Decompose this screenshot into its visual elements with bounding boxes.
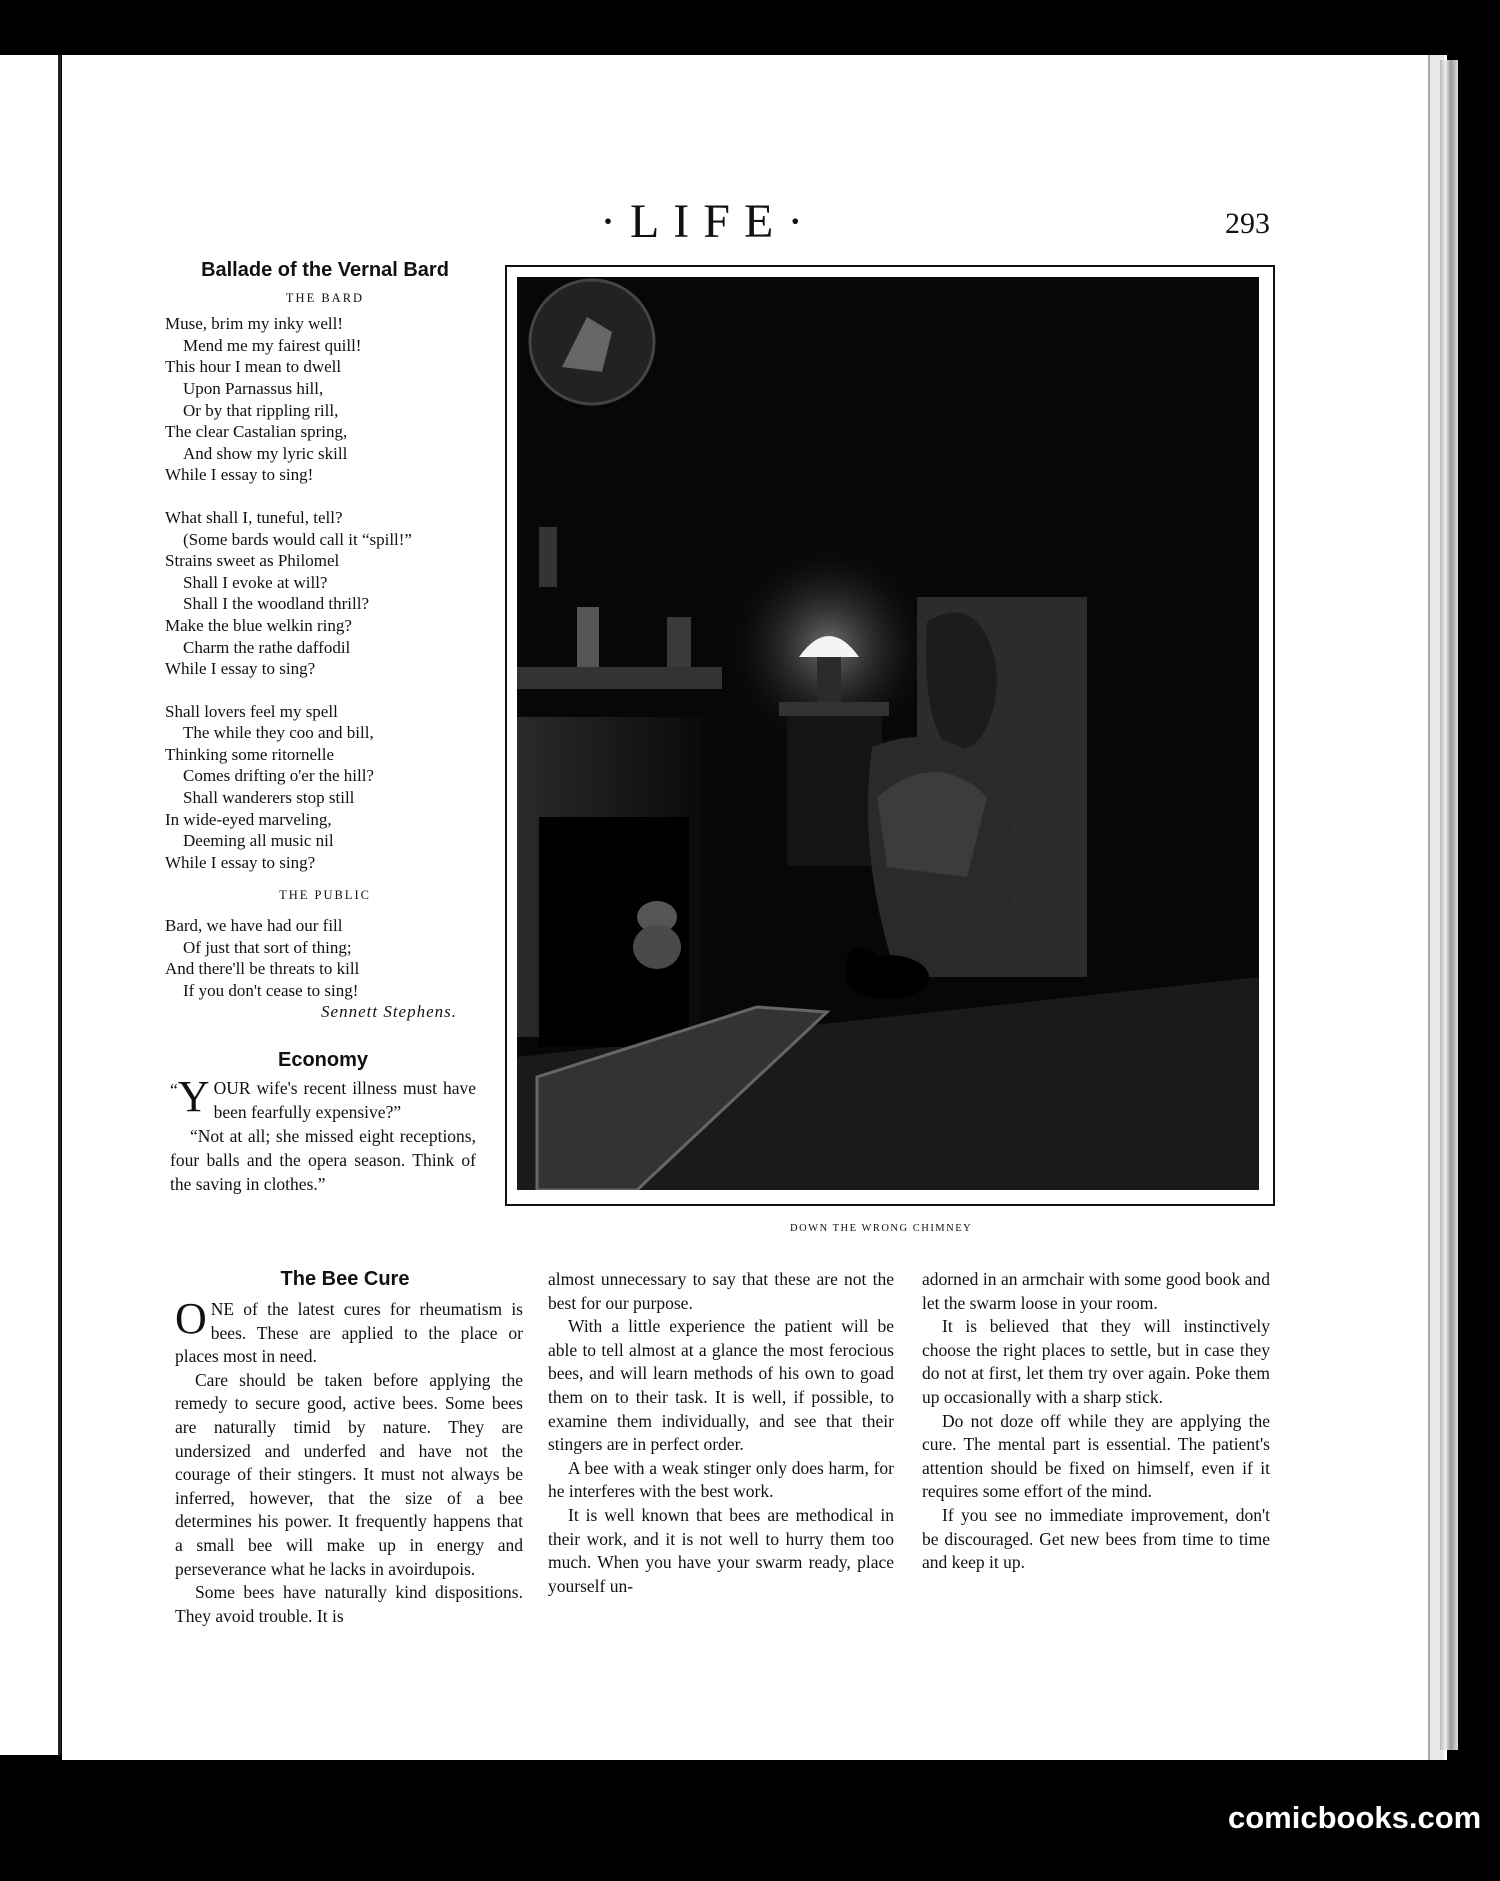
illustration-caption: DOWN THE WRONG CHIMNEY xyxy=(790,1223,973,1234)
poem-line: In wide-eyed marveling, xyxy=(165,809,332,829)
bee-cure-column-1 xyxy=(175,1294,523,1628)
poem-line: Or by that rippling rill, xyxy=(183,400,339,420)
bee-cure-paragraph: Some bees have naturally kind dispositions. They avoid trouble. It is xyxy=(175,1582,523,1626)
poem-signature: Sennett Stephens. xyxy=(321,1002,457,1022)
poem-line: Bard, we have had our fill xyxy=(165,916,343,936)
economy-paragraph-2: “Not at all; she missed eight receptions, four balls and the opera season. Think of the saving in clothes.” xyxy=(170,1126,476,1194)
economy-paragraph-1 xyxy=(170,1072,476,1124)
economy-article xyxy=(170,1048,476,1196)
economy-p1-text: OUR wife's recent illness must have been fearfully expensive?” xyxy=(213,1078,476,1122)
poem-line: The clear Castalian spring, xyxy=(165,422,348,442)
bee-cure-paragraph: If you see no immediate improvement, don't be discouraged. Get new bees from time to time and keep it up. xyxy=(922,1504,1270,1573)
bee-cure-paragraph: Care should be taken before applying the remedy to secure good, active bees. Some bees are naturally timid by nature. They are undersized and underfed and have not the courage of their stingers. It must not always be inferred, however, that the size of a bee determines his power. It frequently happens that a small bee will make up in energy and perseverance what he lacks in avoirdupois. xyxy=(175,1369,523,1579)
poem-line: What shall I, tuneful, tell? xyxy=(165,507,343,527)
bee-cure-paragraph xyxy=(175,1294,523,1369)
bee-cure-title: The Bee Cure xyxy=(280,1268,410,1290)
bee-cure-text: NE of the latest cures for rheumatism is bees. These are applied to the place or places most in need. xyxy=(175,1299,523,1367)
poem-line: Deeming all music nil xyxy=(183,831,334,851)
bee-cure-paragraph: It is believed that they will instinctively choose the right places to settle, but in case they do not at first, let them try over again. Poke them up occasionally with a sharp stick. xyxy=(922,1316,1270,1407)
poem-line: Shall I evoke at will? xyxy=(183,572,328,592)
poem-line: (Some bards would call it “spill!” xyxy=(183,529,412,549)
poem-line: The while they coo and bill, xyxy=(183,723,374,743)
illustration-drawing xyxy=(517,277,1259,1190)
poem-line: Shall wanderers stop still xyxy=(183,788,355,808)
poem-line: While I essay to sing? xyxy=(165,852,316,872)
poem-line: If you don't cease to sing! xyxy=(183,980,359,1000)
poem-line: While I essay to sing? xyxy=(165,659,316,679)
speaker-the-public: THE PUBLIC xyxy=(279,888,371,903)
poem-line: Thinking some ritornelle xyxy=(165,744,335,764)
poem-line: This hour I mean to dwell xyxy=(165,357,342,377)
stanza-4 xyxy=(165,915,485,1001)
illustration-frame xyxy=(505,265,1275,1206)
bee-cure-paragraph: Do not doze off while they are applying the cure. The mental part is essential. The patient's attention should be fixed on himself, even if it requires some effort of the mind. xyxy=(922,1410,1270,1502)
poem-line: Muse, brim my inky well! xyxy=(165,314,344,334)
stanza-2 xyxy=(165,507,485,680)
bee-cure-paragraph: It is well known that bees are methodical in their work, and it is not well to hurry them too much. When you have your swarm ready, place yourself un- xyxy=(548,1504,894,1596)
bee-cure-paragraph: adorned in an armchair with some good book and let the swarm loose in your room. xyxy=(922,1269,1270,1313)
economy-dropcap: Y xyxy=(177,1072,210,1121)
bee-cure-paragraph: almost unnecessary to say that these are not the best for our purpose. xyxy=(548,1269,894,1313)
poem-line: Shall lovers feel my spell xyxy=(165,701,338,721)
bee-cure-paragraph: A bee with a weak stinger only does harm, for he interferes with the best work. xyxy=(548,1457,894,1502)
bee-cure-paragraph: With a little experience the patient will be able to tell almost at a glance the most ferocious bees, and will learn methods of his own to goad them on to their task. It is well, if possible, to examine them individually, and see that their stingers are in perfect order. xyxy=(548,1316,894,1455)
poem-line: Strains sweet as Philomel xyxy=(165,551,340,571)
speaker-the-bard: THE BARD xyxy=(285,290,365,305)
bee-cure-dropcap: O xyxy=(175,1294,207,1343)
poem-line: Comes drifting o'er the hill? xyxy=(183,766,374,786)
page-number: 293 xyxy=(1225,207,1270,240)
poem-line: And there'll be threats to kill xyxy=(165,959,360,979)
bee-cure-column-2 xyxy=(548,1268,894,1598)
left-page-edge xyxy=(0,55,61,1755)
stanza-1 xyxy=(165,313,485,486)
bee-cure-column-3 xyxy=(922,1268,1270,1575)
poem-line: Of just that sort of thing; xyxy=(183,937,352,957)
masthead: ·LIFE· xyxy=(600,195,818,248)
watermark: comicbooks.com xyxy=(1228,1800,1482,1835)
open-quote: “ xyxy=(170,1080,178,1100)
stanza-3 xyxy=(165,701,485,874)
illustration-down-the-wrong-chimney xyxy=(517,277,1259,1190)
economy-title: Economy xyxy=(277,1049,369,1071)
poem-line: While I essay to sing! xyxy=(165,465,314,485)
book-page-edges xyxy=(1440,60,1458,1750)
poem-line: Mend me my fairest quill! xyxy=(183,335,362,355)
poem-line: Upon Parnassus hill, xyxy=(183,378,324,398)
poem-line: And show my lyric skill xyxy=(183,443,348,463)
poem-column xyxy=(165,260,485,1023)
poem-title: Ballade of the Vernal Bard xyxy=(201,259,449,281)
poem-line: Charm the rathe daffodil xyxy=(183,637,351,657)
poem-line: Make the blue welkin ring? xyxy=(165,615,352,635)
poem-line: Shall I the woodland thrill? xyxy=(183,594,370,614)
